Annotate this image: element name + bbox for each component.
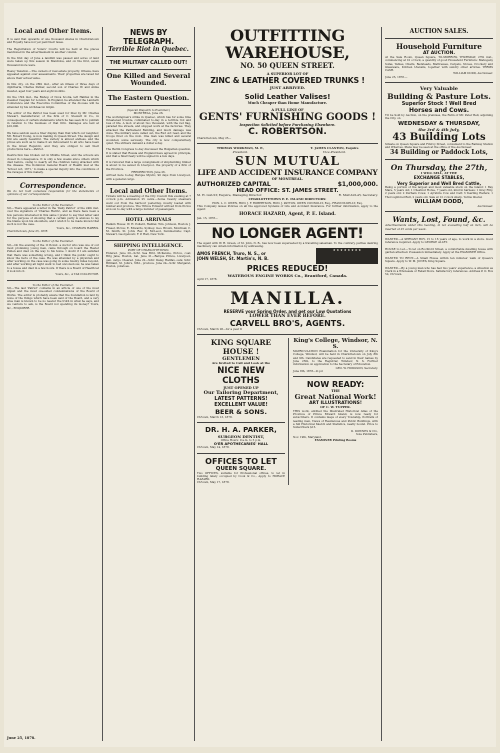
- manilla-reserve: RESERVE your Spring Order, and get our Low Quotations: [223, 308, 352, 314]
- outfitting-address: NO. 50 QUEEN STREET.: [240, 61, 335, 70]
- wants-title: Wants, Lost, Found, &c.: [392, 215, 486, 225]
- atlas-sign: D. DOWNES & CO.,: [351, 428, 378, 433]
- kings-college-date: June 8th, 1878—2i pd: [293, 368, 323, 373]
- item-paragraph: In the first day of June a landbill was passed and acres of land were taken up this season in Manitoba, and on the first, seven thousand more were.: [7, 56, 99, 67]
- building-lots-count: 43 Building Lots: [392, 131, 486, 143]
- agent-name: HORACE HAZARD, Agent, P. E. Island.: [239, 211, 336, 217]
- auction-date: June 25, 1878.—: [385, 74, 408, 79]
- offices-date: Ch'town, May 17, 1878.: [197, 480, 230, 485]
- at-auction: AT AUCTION.: [422, 51, 456, 56]
- want-servant: WANTED.—A SERVANT BOY, 15 to 16 years of age, to work in a store. Good reference required. Apply to GEORGE ALLEY.: [385, 236, 493, 245]
- outfitting-warehouse-ad: [197, 27, 378, 140]
- king-square-date: Ch'town, March 13, 1878.: [197, 414, 233, 419]
- letter-salutation: To the Editor of the Examiner.: [32, 202, 74, 207]
- household-furniture: Household Furniture: [396, 42, 482, 51]
- vice-president-name: T. JAMES CLAXTON, Esquire: [310, 146, 359, 151]
- sun-mutual-title: SUN MUTUAL: [235, 154, 340, 169]
- exchange-stables: EXCHANGE STABLES,: [413, 175, 465, 181]
- item-paragraph: The Registration of Voters' Courts will be held at the places mentioned in the advertisement in another column.: [7, 46, 99, 54]
- outfitting-arrived: JUST ARRIVED.: [269, 85, 306, 90]
- letter-signature: Yours, &c., A TAX COLLECTOR.: [55, 272, 99, 277]
- house-to-let: HOUSE to Let.—To let on Rochford Street, a comfortable dwelling house with garden attached. Possession immediately. Apply at the EXAMINER Office.: [385, 246, 493, 254]
- item-paragraph: Heavy Taxation.—The owners of real estate property, Ottawa, have appealed against over assessments. Their properties are taxed far above their actual value.: [7, 69, 99, 80]
- atlas-publisher: Sole Publishers,: [356, 431, 378, 436]
- auction-body: At the Sale Room, Queen Square, TO-MORROW, THURSDAY, 27th inst., commencing at 10 o'clock, a quantity of good Household Furniture: Mahogany Sofas, Tables, Chairs, Bedsteads, Mattresses, Carpets, Stoves, Crockery and Glassware, Kitchen Utensils, together with sundry other articles. TERMS CASH.: [385, 55, 493, 73]
- letter-date: Charlottetown, June 25, 1878.: [7, 229, 49, 234]
- item-paragraph: The editor of the Patriot has been sued for libel by Mr. Charles Stewart, manufacturer, of the firm of C. Stewart & Co., in consequence of certain statements which he has seen fit to publish in relation to the business of that firm. Damages are laid at $10,000.: [7, 111, 99, 129]
- waterous-works: WATEROUS ENGINE WORKS Co., Brantford, Canada.: [227, 273, 348, 279]
- no-longer-agent-title: NO LONGER AGENT!: [211, 225, 364, 242]
- auction-weekday: WEDNESDAY & THURSDAY,: [397, 120, 481, 127]
- building-lots-title: Building & Pasture Lots.: [387, 92, 491, 102]
- telegraph-column: [106, 27, 191, 743]
- atlas-art: ART ILLUSTRATIONS!: [309, 401, 362, 407]
- advertisements-column: [197, 27, 378, 743]
- atlas-the: THE: [331, 389, 340, 394]
- horses-cows: Horses and Cows.: [408, 107, 470, 115]
- column-rule: [102, 27, 103, 741]
- secretary: R. MACAULAY, Secretary.: [338, 193, 378, 198]
- atlas-date: Nov. 19th, Maryland.: [293, 435, 322, 440]
- agent-welsh: JOHN WELSH, St. Martin's, N. B.: [197, 256, 269, 262]
- prices-reduced: PRICES REDUCED!: [246, 264, 329, 274]
- atlas-ad: [293, 380, 378, 443]
- king-square-value: EXCELLENT VALUE!: [214, 401, 268, 408]
- parker-address: O'ER APOTHECARIES' HALL: [213, 442, 269, 447]
- king-square-house-ad: [197, 338, 285, 419]
- parker-date: Ch'town, May 14, 1878.: [197, 445, 230, 450]
- king-square-gents: GENTLEMEN: [222, 356, 260, 363]
- offices-subtitle: QUEEN SQUARE.: [215, 465, 267, 472]
- letter-body: Sir,—There appeared a letter in the 'Daily Patriot' of the 24th inst. over the signature of 'Charles Harris', and as there have been a few persons interested in this same I prefer to say that letter said for the purpose of showing that a certain party is anxious to lay the blame upon his shoulders, and I wish it to be made known that such is not the case.: [7, 205, 99, 227]
- president-role: President.: [232, 149, 249, 154]
- column-rule: [194, 27, 195, 741]
- sun-life-date: Jan. 15, 1878—: [197, 215, 218, 220]
- cattle-role: Auctioneer.: [477, 204, 493, 209]
- local-items-body: Tickets will be a meeting of the City Council this evening at 7 o'clock p.m. Admission 25 cents.—Some twenty steamers went out from the harbour yesterday, mostly loaded with lumber and produce. The 'Prince Edward' arrived from Pictou at noon to-day with a large number of passengers.: [106, 193, 191, 212]
- president-name: THOMAS WORKMAN, M. P.,: [216, 146, 265, 151]
- capital-label: AUTHORIZED CAPITAL: [197, 181, 271, 189]
- outfitting-title: OUTFITTING WAREHOUSE,: [225, 27, 350, 62]
- outfitting-inspection: Inspection Solicited before Purchasing Elsewhere.: [239, 123, 336, 127]
- auction-lots-body: TO be Sold by Auction, on the premises, the Farm of Mr. Peter Bell, adjoining the City, on: [385, 113, 493, 121]
- kings-college-title: King's College, Windsor, N. S.: [293, 338, 378, 351]
- agent-french: AMOS FRENCH, Truro, N. S., or: [197, 251, 266, 257]
- king-square-title: KING SQUARE HOUSE !: [210, 338, 272, 357]
- manilla-title: MANILLA.: [230, 288, 345, 309]
- telegraph-body: Arrived here to-day, Barque Mystic, 90 days from Liverpool, with a general cargo.: [106, 173, 191, 181]
- head-office: HEAD OFFICE: ST. JAMES STREET.: [236, 188, 339, 195]
- outfitting-date: Charlottetown, May 25—: [197, 136, 232, 140]
- offices-title: OFFICES TO LET: [205, 456, 277, 466]
- well-bred-cattle: Very Superior and Well Bred Cattle,: [396, 180, 482, 186]
- outfitting-valises: Solid Leather Valises!: [244, 93, 331, 101]
- lower-ads-row: [197, 338, 378, 485]
- letter-signature: Yours, &c., CHARLES HARRIS.: [56, 225, 99, 230]
- shipping-body: Entered. June 20—Schr. Sea Bird, McKenzie, Pictou, coal; Brig Jane, Boston, bal. June 21—Barque Prince, Liverpool, gen. cargo. Cleared. June 22—Schr. Daisy, Halifax, oats; Schr. Brilliant, St. John's, Nfld., produce. June 24—Schr. Margaret, Boston, potatoes.: [106, 250, 191, 269]
- item-paragraph: Destruction has broken out in Middle Street, and the schools are closed in consequence. It is only a few weeks since others which died before, owing to nearly all the children being attacked with the disease. The Dominion General Board of Health met at the 'School Act, 1871,' to make a special inquiry into the conditions of the ravages of this malady.: [7, 153, 99, 174]
- hotel-arrivals-title: HOTEL ARRIVALS: [125, 218, 172, 224]
- special-dispatch: (Special Dispatch to Examiner.): [126, 108, 171, 112]
- directors-list: HON. L. C. OWEN, HON. J. F. ROBERTSON, HON. J. PATTON, OWEN CONNOLLY, Esq., FRANCIS KELLY, Esq.: [212, 200, 363, 205]
- letter-salutation: To the Editor of the Examiner.: [32, 239, 74, 244]
- outfitting-superior: A SUPERIOR LOT OF: [266, 72, 309, 76]
- item-paragraph: We have seldom seen a finer display than that which our neighbor, Mr. Robert Young, is now making in Queen Street. The design and tint are easily beautiful. The variety is almost endless, and the prices are such as to make it an inducement to all who have been in the Great Republic, and they are obliged to sell their productions here.—Patriot.: [7, 130, 99, 152]
- king-square-beer: BEER & SONS.: [215, 407, 267, 416]
- telegraph-subtitle: Terrible Riot in Quebec.: [108, 46, 189, 53]
- atlas-printing: EXAMINER Printing Rooms: [314, 438, 357, 443]
- newspaper-page: [4, 3, 496, 747]
- letter-salutation: To the Editor of the Examiner.: [32, 282, 74, 287]
- item-paragraph: On the 15th inst., the Bishop of Nova Scotia, left Halifax in the steamer Caspian for London. In England, he attended the Lambeth Conference and the Executive Committee of the diocese will be attended by his Archdeacon Gilpin.: [7, 94, 99, 109]
- telegraph-body: It is rumored that a large consignment of shipbuilding timber is about to be seized in Liverpool, the property of a firm of the Province.: [106, 160, 191, 171]
- local-items-column: [7, 27, 99, 743]
- outfitting-trunks: ZINC & LEATHER COVERED TRUNKS !: [210, 76, 365, 85]
- manilla-lower: LOWER THAN EVER BEFORE.: [249, 313, 326, 319]
- atlas-great-work: Great National Work!: [294, 393, 377, 402]
- killed-headline: One Killed and Several Wounded.: [106, 72, 191, 87]
- managing-director: M. H. GAULT, Esquire, Managing Director.: [197, 193, 263, 198]
- sun-life-subtitle: LIFE AND ACCIDENT INSURANCE COMPANY: [197, 168, 378, 178]
- on-thursday: On Thursday, the 27th,: [390, 163, 488, 173]
- item-paragraph: In this city, on the 28th inst., after an illness of three days of diphtheria, Charles Parker, second son of Charles W. and Annie Gaudet, aged four years and eight months.: [7, 81, 99, 93]
- capital-amount: $1,000,000.: [337, 181, 378, 189]
- telegraph-body: The Berlin Congress to-day discussed the Bulgarian question. It is stated that Russia and England have agreed in principle, and that a final treaty will be signed in a few days.: [106, 147, 191, 158]
- dr-parker-ad: [197, 426, 285, 450]
- manilla-agents: CARVELL BRO'S, AGENTS.: [229, 318, 346, 328]
- prices-banner: ★ ★ ★ ★ ★ ★ ★ ★: [316, 248, 378, 264]
- policies-text: This Company issues Policies on all the approved Systems of Life and Accident Insurance. For further information, apply to the Agent:: [197, 203, 378, 212]
- shipping-subtitle: PORT OF CHARLOTTETOWN.: [127, 247, 170, 252]
- correspondence-note: We do not hold ourselves responsible for the statements or opinions of our correspondents.: [7, 189, 99, 197]
- no-longer-agent-body: The Agent with W. H. Green, of St. John, N. B., has now been superseded by a travelling salesman. To the contrary, parties desiring machinery can obtain information by addressing.: [197, 240, 378, 249]
- hotel-arrivals-body: Rankin House: W. H. Pollard, Halifax; Wm. Johnson, Boston; J. Fraser, Pictou; E. Edwards, Sydney; Geo. Brown, Montreal; C. M. Smith, St. John; Rev. D. McLeod, Summerside; Capt. Stewart, Georgetown; F. P. Hall, New York.: [106, 222, 191, 237]
- letter-body: Sir,—The last 'Patriot' contains in an article of one of the most unjust and the most one-sided condemnations of the Board of Works. The editor is probably aware that the foundation is laid by none of the things which have been said of the Board, and a very wise man is known to be no nearer the truth in what he says, and we venture to ask, is the Board not spending its money? Yours, &c., ENQUIRER.: [7, 285, 99, 310]
- telegraph-title: NEWS BY TELEGRAPH.: [123, 28, 174, 46]
- lower-right-ads: [293, 338, 378, 485]
- cattle-body: Being a portion of the largest and most valuable stock on the Island: 1 Bay Mare, 5 years old; 1 Chestnut Horse, 7 years old, kind in harness; 1 Grey Filly, 2 years old; 2 Durham Cows; 1 Ayrshire Cow and Calf; 3 Yearling Heifers; 1 Thoroughbred Bull, 2 years old. Sale at 12 o'clock sharp. Terms liberal.: [385, 184, 493, 199]
- vice-president-role: Vice-President.: [323, 149, 347, 154]
- eastern-question-headline: The Eastern Question.: [107, 94, 190, 102]
- cattle-auctioneer: WILLIAM DODD,: [414, 199, 464, 206]
- king-square-tailoring: Our Tailoring Department,: [203, 389, 279, 396]
- charlottetown-directors: CHARLOTTETOWN P. E. ISLAND DIRECTORS:: [248, 197, 327, 202]
- auction-lots-more: Situate on Queen Square and Fitzroy Street, convenient to the Railway Station and Wharves. Plans may be seen at the office of the Auctioneer.: [385, 141, 493, 149]
- no-longer-agent-date: April 17, 1878.: [197, 277, 218, 282]
- parker-title: DR. H. A. PARKER,: [205, 425, 277, 434]
- outfitting-cheaper: Much Cheaper than Home Manufacture.: [247, 101, 328, 105]
- king-square-latest: LATEST PATTERNS!: [214, 395, 268, 402]
- very-valuable: Very Valuable: [420, 86, 458, 93]
- manilla-date: Ch'town, March 26—for a year tl: [197, 326, 242, 331]
- i-will-sell: I WILL SELL, AT THE: [420, 171, 458, 176]
- atlas-by: OF C. W. TUPPER.: [320, 405, 351, 410]
- dateline: MONTREAL, June 26.: [133, 111, 164, 116]
- auction-title: AUCTION SALES.: [409, 28, 469, 35]
- king-square-opened: JUST OPENED UP: [223, 385, 259, 390]
- wants-note: Advertisements under this heading, in not exceeding half an inch, will be inserted at 25 cents per week.: [385, 223, 493, 231]
- auction-column: [385, 27, 493, 743]
- manilla-ad: [197, 289, 378, 331]
- king-square-cloths: NICE NEW CLOTHS: [217, 365, 265, 386]
- parker-role: SURGEON DENTIST,: [217, 433, 265, 439]
- atlas-body: THIS work, entitled the Illustrated Historical Atlas of the Province of Prince Edward Island, is now ready for subscribers. It contains maps of every Township, Portraits of leading men, Views of Residences and Public Buildings, with a full Historical Sketch and Statistics, neatly bound. Price to Subscribers $15.: [293, 408, 378, 430]
- outfitting-full-line: A FULL LINE OF: [271, 108, 304, 112]
- outfitting-name: C. ROBERTSON.: [248, 127, 327, 137]
- atlas-now-ready: NOW READY:: [306, 380, 365, 390]
- shipping-title: SHIPPING INTELLIGENCE.: [113, 243, 184, 249]
- outfitting-gents: GENTS' FURNISHING GOODS !: [199, 112, 376, 123]
- kings-college-body: MATRICULATION Examination for the University of King's College, Windsor, will be held in Charlottetown on July 8th and 9th. Candidates are requested to send in their names by June 25th, to the Registrar, Windsor, N. S. Further information on application to the Secretary of Education.: [293, 349, 378, 367]
- offices-to-let-ad: [197, 457, 285, 485]
- sun-life-ad: [197, 147, 378, 220]
- local-items-title: Local and Other Items.: [14, 28, 92, 35]
- parker-office-hours: Office Hours: 9 a.m. to 5 p.m.: [220, 437, 262, 442]
- auction-days: the 3rd & 4th July,: [418, 126, 460, 132]
- kings-college-sign: GEO. W. HODGSON, Secretary.: [335, 365, 378, 370]
- want-to-rent: WANTED TO RENT.—A Small House within ten minutes' walk of Queen's Square. Apply to W. M. JONES, King Square.: [385, 256, 493, 264]
- letter-body: Sir,—On the evening of the 11th inst. a doctor who was one of our most promising young men, came through on board the Hester Pullen and died on the way to his home. I doubt if I am satisfied that there was something wrong, and I think the public ought to know the facts of the case. He was attended by a physician and after working on the case was going in some twenty miles beyond, and after working all night went to bed unconscious; he was taken to a house and died in a few hours. If there is a Board of Health let it look into it.: [7, 242, 99, 274]
- correspondence-title: Correspondence.: [19, 181, 87, 191]
- paddock-lots: 34 Building or Paddock Lots,: [390, 149, 488, 157]
- local-items-title: Local and Other Items.: [109, 187, 188, 195]
- superior-stock: Superior Stock ! Well Bred: [401, 101, 477, 108]
- dateline: FREDERICTON, June 26.: [131, 170, 166, 175]
- kings-college-ad: [293, 338, 378, 373]
- item-paragraph: It is said that upwards of one thousand shares in Charlottetown and Royalty have not yet paid their taxes.: [7, 37, 99, 45]
- column-rule: [381, 27, 382, 741]
- lower-left-ads: [197, 338, 289, 485]
- want-situation: WANTED.—By a young man who has had two years' experience, a situation as Clerk in a Wholesale or Retail Store. Satisfactory references. Address P. O. Box 52, Ch'town.: [385, 265, 493, 277]
- offices-body: Two OFFICES, suitable for Professional offices, to let in building lately occupied by Cook & Co., Apply to HORACE HAZARD.: [197, 470, 285, 482]
- sun-life-montreal: OF MONTREAL.: [271, 177, 304, 182]
- telegraph-body: The workingmen's strike in Quebec, which has for some time threatened trouble, culminated to-day in a terrible riot and loss of life. A mob of about two thousand, with the red flag, paraded the streets, and stopped work at the factories. They attacked the Parliament Building, and much damage was done. The military were called out, the Riot Act read, and the troops fired on the mob. One man was killed and several wounded, some seriously. The city is now comparatively quiet. The strikers demand a dollar a day.: [106, 114, 191, 145]
- auction-sign: WILLIAM DODD, Auctioneer.: [453, 71, 493, 76]
- issue-date: June 25, 1878.: [7, 736, 36, 740]
- local-items-body: [7, 38, 99, 174]
- military-headline: THE MILITARY CALLED OUT!: [109, 60, 188, 66]
- no-longer-agent-ad: [197, 227, 378, 282]
- king-square-invite: Are Invited to Call and Look at the: [211, 361, 271, 366]
